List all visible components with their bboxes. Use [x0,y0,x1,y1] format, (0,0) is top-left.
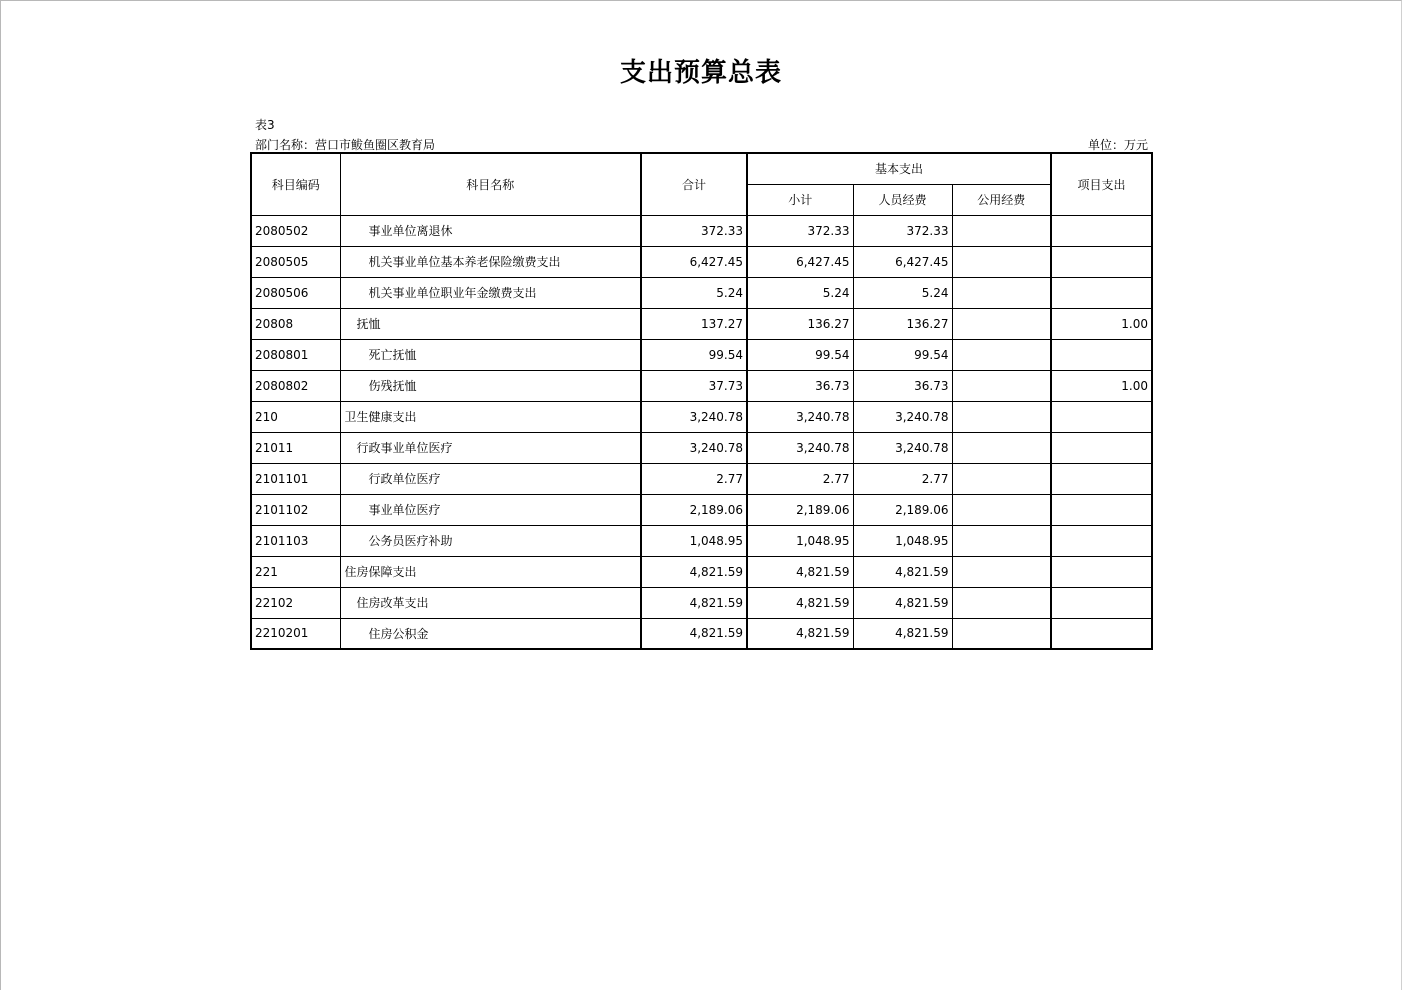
row-total: 6,427.45 [641,246,747,277]
row-total: 5.24 [641,277,747,308]
row-personnel: 4,821.59 [853,556,952,587]
row-code: 2101103 [251,525,340,556]
row-public [952,494,1051,525]
row-subtotal: 99.54 [747,339,853,370]
row-public [952,525,1051,556]
row-project [1051,277,1152,308]
row-code: 21011 [251,432,340,463]
row-public [952,401,1051,432]
row-code: 210 [251,401,340,432]
row-total: 3,240.78 [641,432,747,463]
row-subtotal: 4,821.59 [747,618,853,649]
row-code: 2080801 [251,339,340,370]
row-name: 机关事业单位基本养老保险缴费支出 [340,246,641,277]
table-number: 表3 [255,118,275,132]
row-code: 22102 [251,587,340,618]
row-project: 1.00 [1051,308,1152,339]
row-personnel: 6,427.45 [853,246,952,277]
row-personnel: 4,821.59 [853,587,952,618]
row-code: 2101102 [251,494,340,525]
row-personnel: 3,240.78 [853,432,952,463]
row-project [1051,556,1152,587]
row-total: 3,240.78 [641,401,747,432]
table-row [251,215,1152,246]
page-title: 支出预算总表 [619,58,782,88]
table-row [251,463,1152,494]
row-code: 2080802 [251,370,340,401]
row-project [1051,587,1152,618]
row-public [952,370,1051,401]
table-row [251,339,1152,370]
row-project [1051,246,1152,277]
header-personnel: 人员经费 [853,184,952,215]
row-name: 伤残抚恤 [340,370,641,401]
row-project: 1.00 [1051,370,1152,401]
header-subtotal: 小计 [747,184,853,215]
row-name: 住房改革支出 [340,587,641,618]
row-total: 99.54 [641,339,747,370]
row-subtotal: 3,240.78 [747,432,853,463]
row-total: 4,821.59 [641,618,747,649]
header-public: 公用经费 [952,184,1051,215]
row-name: 机关事业单位职业年金缴费支出 [340,277,641,308]
row-public [952,308,1051,339]
row-public [952,587,1051,618]
row-name: 事业单位医疗 [340,494,641,525]
row-project [1051,215,1152,246]
row-name: 公务员医疗补助 [340,525,641,556]
table-row [251,370,1152,401]
row-public [952,556,1051,587]
row-total: 4,821.59 [641,556,747,587]
table-row [251,401,1152,432]
row-total: 137.27 [641,308,747,339]
row-subtotal: 136.27 [747,308,853,339]
row-personnel: 5.24 [853,277,952,308]
row-subtotal: 2,189.06 [747,494,853,525]
row-name: 行政事业单位医疗 [340,432,641,463]
row-subtotal: 4,821.59 [747,587,853,618]
row-code: 2210201 [251,618,340,649]
department-name: 部门名称：营口市鲅鱼圈区教育局 [255,138,436,152]
row-total: 37.73 [641,370,747,401]
table-row [251,308,1152,339]
row-subtotal: 36.73 [747,370,853,401]
row-code: 2080506 [251,277,340,308]
row-personnel: 3,240.78 [853,401,952,432]
row-name: 死亡抚恤 [340,339,641,370]
row-project [1051,618,1152,649]
table-row [251,525,1152,556]
row-personnel: 36.73 [853,370,952,401]
row-subtotal: 2.77 [747,463,853,494]
row-public [952,246,1051,277]
table-row [251,246,1152,277]
row-total: 2.77 [641,463,747,494]
row-project [1051,432,1152,463]
row-project [1051,494,1152,525]
row-personnel: 99.54 [853,339,952,370]
row-code: 20808 [251,308,340,339]
table-row [251,277,1152,308]
row-subtotal: 4,821.59 [747,556,853,587]
table-row [251,556,1152,587]
row-public [952,339,1051,370]
row-code: 2080502 [251,215,340,246]
row-personnel: 1,048.95 [853,525,952,556]
row-subtotal: 1,048.95 [747,525,853,556]
row-name: 卫生健康支出 [340,401,641,432]
row-total: 4,821.59 [641,587,747,618]
row-code: 2080505 [251,246,340,277]
row-name: 住房公积金 [340,618,641,649]
row-project [1051,525,1152,556]
table-row [251,587,1152,618]
row-name: 住房保障支出 [340,556,641,587]
row-personnel: 4,821.59 [853,618,952,649]
row-personnel: 2.77 [853,463,952,494]
unit-label: 单位：万元 [1087,138,1148,152]
row-name: 事业单位离退休 [340,215,641,246]
row-subtotal: 5.24 [747,277,853,308]
row-subtotal: 6,427.45 [747,246,853,277]
table-row [251,618,1152,649]
header-basic: 基本支出 [747,153,1051,184]
budget-table [250,152,1153,650]
table-row [251,494,1152,525]
row-personnel: 136.27 [853,308,952,339]
row-total: 1,048.95 [641,525,747,556]
row-code: 221 [251,556,340,587]
header-project: 项目支出 [1051,153,1152,215]
row-personnel: 2,189.06 [853,494,952,525]
row-personnel: 372.33 [853,215,952,246]
header-name: 科目名称 [340,153,641,215]
row-name: 抚恤 [340,308,641,339]
row-total: 372.33 [641,215,747,246]
row-public [952,277,1051,308]
row-project [1051,463,1152,494]
row-public [952,215,1051,246]
row-subtotal: 372.33 [747,215,853,246]
row-project [1051,339,1152,370]
row-code: 2101101 [251,463,340,494]
row-project [1051,401,1152,432]
header-total: 合计 [641,153,747,215]
row-public [952,432,1051,463]
row-name: 行政单位医疗 [340,463,641,494]
row-subtotal: 3,240.78 [747,401,853,432]
row-public [952,618,1051,649]
header-code: 科目编码 [251,153,340,215]
table-row [251,432,1152,463]
row-total: 2,189.06 [641,494,747,525]
row-public [952,463,1051,494]
